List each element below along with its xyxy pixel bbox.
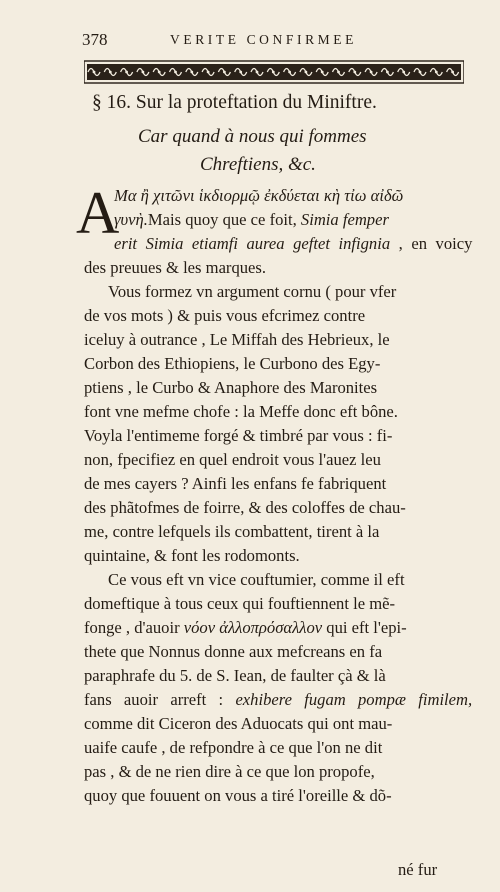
text-segment: exhibere fugam pompæ fimilem,	[235, 690, 473, 709]
text-segment: comme dit Ciceron des Aduocats qui ont mau-	[84, 714, 393, 733]
quoted-phrase-line-2: Chreftiens, &c.	[200, 154, 316, 175]
text-segment: , en voicy	[390, 234, 473, 253]
text-line	[84, 666, 386, 686]
text-line	[84, 402, 398, 422]
running-title: VERITE CONFIRMEE	[170, 32, 357, 47]
text-segment: Mα ἢ χιτῶνι ἱκδιορμῷ ἐκδύεται κὴ τἰω αἰδῶ	[114, 186, 404, 205]
text-line	[84, 306, 365, 326]
text-line	[84, 618, 407, 638]
text-line	[84, 474, 386, 494]
text-line	[84, 546, 300, 566]
text-segment: qui eft l'epi-	[322, 618, 407, 637]
text-segment: de vos mots ) & puis vous efcrimez contre	[84, 306, 366, 325]
text-segment: fonge , d'auoir	[84, 618, 184, 637]
text-line	[84, 450, 381, 470]
text-line	[108, 282, 396, 302]
text-segment: font vne mefme chofe : la Meffe donc eft bône.	[84, 402, 398, 421]
text-line	[84, 594, 395, 614]
text-line	[84, 786, 392, 806]
text-line	[84, 642, 382, 662]
text-line	[84, 714, 392, 734]
text-line	[84, 330, 390, 350]
text-line	[114, 210, 389, 230]
text-segment: erit Simia etiamfi aurea geftet infignia	[114, 234, 391, 253]
text-line	[84, 762, 375, 782]
text-segment: pas , & de ne rien dire à ce que lon propofe,	[84, 762, 375, 781]
text-line	[114, 234, 472, 254]
text-segment: iceluy à outrance , Le Miffah des Hebrieux, le	[84, 330, 390, 349]
text-segment: ptiens , le Curbo & Anaphore des Maronites	[84, 378, 378, 397]
text-line	[84, 522, 379, 542]
text-line	[114, 186, 403, 206]
section-title: § 16. Sur la proteftation du Miniftre.	[92, 92, 377, 113]
text-segment: me, contre lefquels ils combattent, tirent à la	[84, 522, 380, 541]
ornamental-band	[84, 60, 464, 84]
text-segment: Vous formez vn argument cornu ( pour vfer	[108, 282, 397, 301]
text-line	[84, 378, 377, 398]
text-line	[84, 498, 406, 518]
text-line	[84, 258, 266, 278]
text-segment: uaife caufe , de refpondre à ce que l'on ne dit	[84, 738, 383, 757]
text-segment: de mes cayers ? Ainfi les enfans fe fabriquent	[84, 474, 387, 493]
text-segment: thete que Nonnus donne aux mefcreans en fa	[84, 642, 383, 661]
text-line	[84, 738, 382, 758]
drop-cap: A	[76, 180, 120, 246]
text-segment: Mais quoy que ce foit,	[147, 210, 301, 229]
text-segment: Corbon des Ethiopiens, le Curbono des Egy-	[84, 354, 381, 373]
quoted-phrase-line-1: Car quand à nous qui fommes	[138, 126, 367, 147]
text-segment: des preuues & les marques.	[84, 258, 267, 277]
text-segment: quintaine, & font les rodomonts.	[84, 546, 300, 565]
text-line	[84, 690, 472, 710]
text-segment: quoy que fouuent on vous a tiré l'oreille & dõ-	[84, 786, 392, 805]
text-segment: paraphrafe du 5. de S. Iean, de faulter çà & là	[84, 666, 386, 685]
text-segment: domeftique à tous ceux qui fouftiennent le mẽ-	[84, 594, 396, 613]
text-segment: Ce vous eft vn vice couftumier, comme il eft	[108, 570, 405, 589]
text-line	[84, 354, 380, 374]
text-segment: γυνὴ.	[114, 210, 148, 229]
text-segment: non, fpecifiez en quel endroit vous l'auez leu	[84, 450, 381, 469]
text-segment: des phãtofmes de foirre, & des coloffes de chau-	[84, 498, 406, 517]
text-segment: fans auoir arreft :	[84, 690, 236, 709]
catchword: né fur	[398, 860, 438, 879]
text-segment: Voyla l'entimeme forgé & timbré par vous : fi-	[84, 426, 393, 445]
text-line	[84, 426, 392, 446]
text-segment: Simia femper	[300, 210, 389, 229]
text-line	[108, 570, 405, 590]
page-number: 378	[82, 30, 108, 49]
text-segment: νόον ἀλλοπρόσαλλον	[183, 618, 323, 637]
